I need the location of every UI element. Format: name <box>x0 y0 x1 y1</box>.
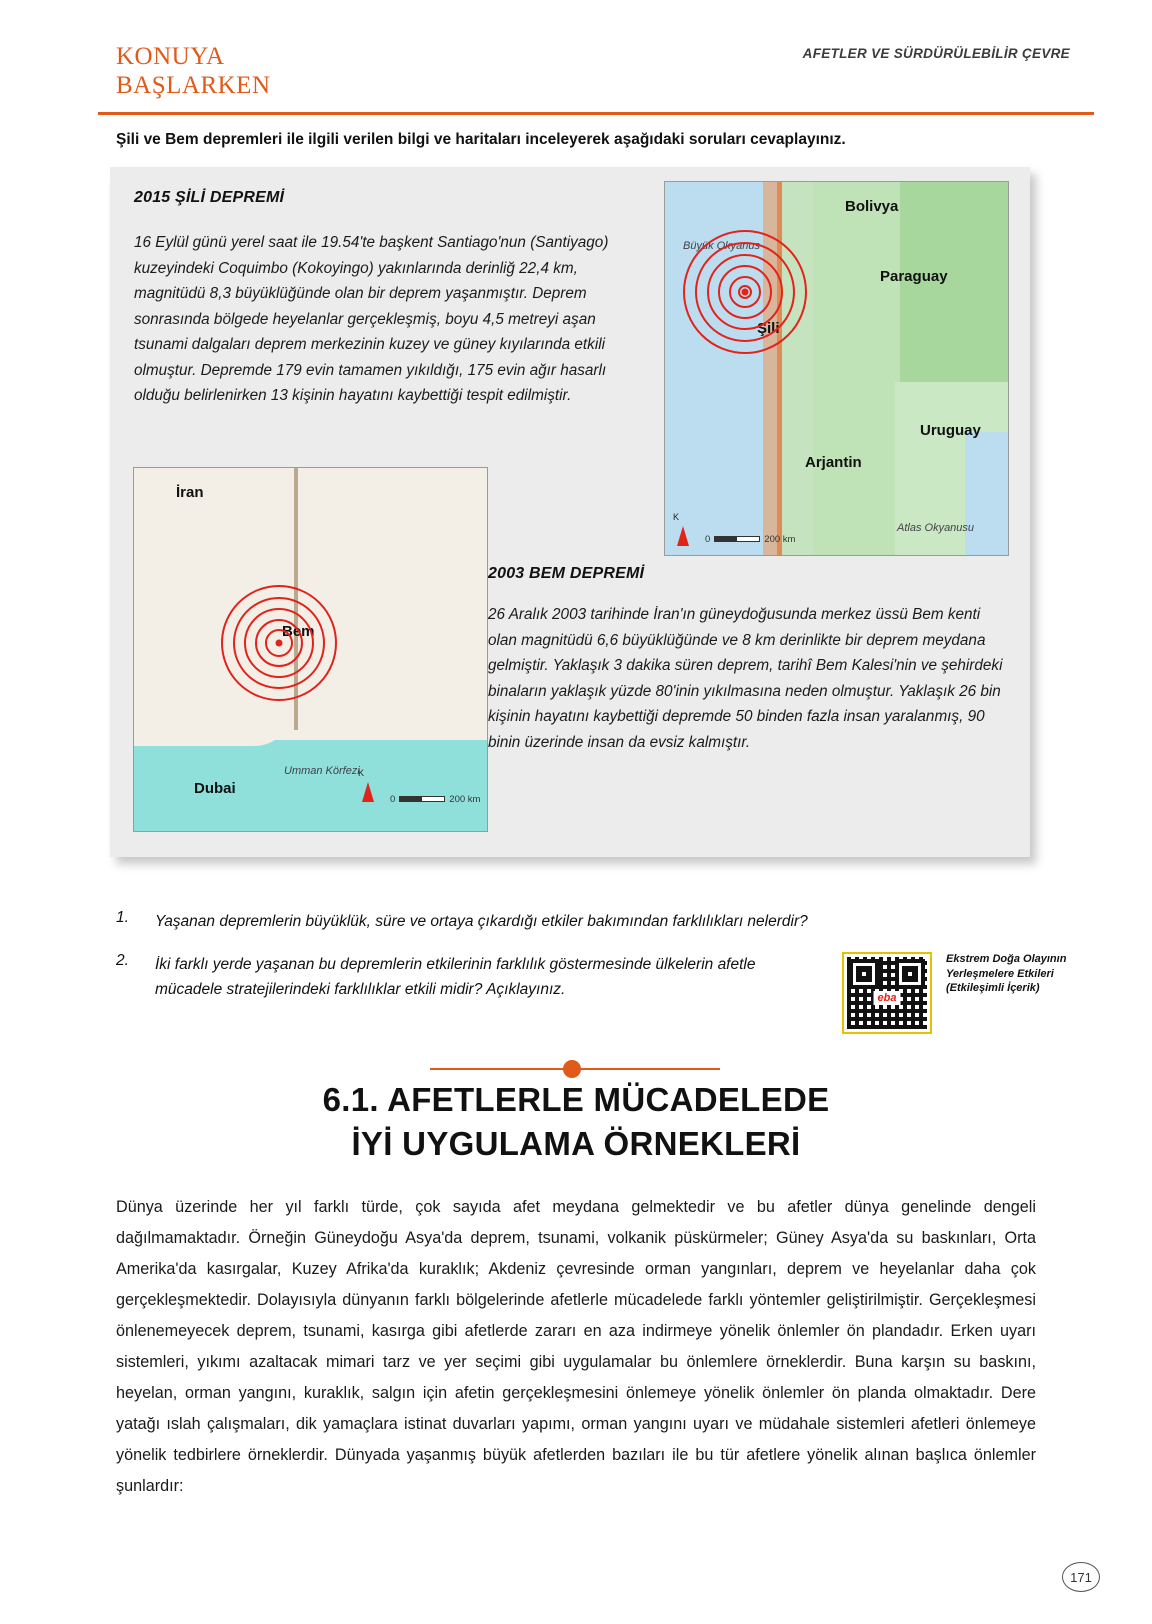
map-chile-atlantic <box>965 432 1009 556</box>
page-title <box>116 42 271 100</box>
map-chile <box>664 181 1009 556</box>
map-label-umman-korfezi: Umman Körfezi <box>284 765 360 777</box>
running-head: AFETLER VE SÜRDÜRÜLEBİLİR ÇEVRE <box>802 46 1070 61</box>
page-title-line2: BAŞLARKEN <box>116 72 271 99</box>
section-divider-dot-icon <box>563 1060 581 1078</box>
page-title-line1: KONUYA <box>116 43 225 70</box>
question-1-number: 1. <box>116 909 129 926</box>
map-iran <box>133 467 488 832</box>
intro-prompt: Şili ve Bem depremleri ile ilgili verilen bilgi ve haritaları inceleyerek aşağıdaki soruları cevaplayınız. <box>116 131 846 148</box>
north-arrow-icon-iran <box>362 782 374 802</box>
chile-earthquake-text: 16 Eylül günü yerel saat ile 19.54'te başkent Santiago'nun (Santiyago) kuzeyindeki Coquimbo (Kokoyingo) yakınlarında derinliğ 22,4 km, magnitüdü 8,3 büyüklüğünde olan bir deprem yaşanmıştır. Deprem sonrasında bölgede heyelanlar gerçekleşmiş, boyu 4,5 metreyi aşan tsunami dalgaları deprem merkezinin kuzey ve güney kıyılarında etkili olmuştur. Depremde 179 evin tamamen yıkıldığı, 175 evin ağır hasarlı olduğu belirlenirken 13 kişinin hayatını kaybettiği tespit edilmiştir. <box>134 234 609 404</box>
page-number: 171 <box>1062 1562 1100 1592</box>
map-label-dubai: Dubai <box>194 780 236 797</box>
north-label-iran: K <box>358 768 365 778</box>
map-label-bem: Bem <box>282 623 315 640</box>
map-label-buyuk-okyanus: Büyük Okyanus <box>683 240 761 252</box>
map-label-iran: İran <box>176 484 204 501</box>
bem-earthquake-title: 2003 BEM DEPREMİ <box>488 565 645 582</box>
question-2-number: 2. <box>116 952 129 969</box>
map-label-paraguay: Paraguay <box>880 268 948 285</box>
north-arrow-icon <box>677 526 689 546</box>
content-panel <box>110 167 1030 857</box>
map-label-sili: Şili <box>757 320 780 337</box>
map-label-atlas-okyanusu: Atlas Okyanusu <box>897 522 975 534</box>
section-heading <box>0 1078 1152 1166</box>
header-divider <box>98 112 1094 115</box>
section-divider <box>430 1060 720 1078</box>
question-2-text: İki farklı yerde yaşanan bu depremlerin etkilerinin farklılık göstermesinde ülkelerin afetle mücadele stratejilerindeki farklılıklar etkili midir? Açıklayınız. <box>155 956 756 998</box>
page-header <box>0 38 1152 116</box>
scalebar-iran: 0 200 km <box>390 794 481 805</box>
scalebar-iran-label: 200 km <box>449 794 481 805</box>
map-iran-land-sw <box>134 700 294 746</box>
map-iran-gulf-south <box>230 740 488 832</box>
question-1-text: Yaşanan depremlerin büyüklük, süre ve ortaya çıkardığı etkiler bakımından farklılıkları nelerdir? <box>155 913 808 930</box>
section-heading-line1: 6.1. AFETLERLE MÜCADELEDE <box>322 1081 830 1118</box>
map-label-uruguay: Uruguay <box>920 422 981 439</box>
main-paragraph: Dünya üzerinde her yıl farklı türde, çok sayıda afet meydana gelmektedir ve bu afetler dünya genelinde dengeli dağılmamaktadır. Örneğin Güneydoğu Asya'da deprem, tsunami, volkanik püskürmeler; Güney Asya'da su baskınları, Orta Amerika'da kasırgalar, Kuzey Afrika'da kuraklık; Akdeniz çevresinde orman yangınları, deprem ve heyelanlar daha çok gerçekleşmektedir. Dolayısıyla dünyanın farklı bölgelerinde afetlerle mücadelede farklı yöntemler geliştirilmiştir. Gerçekleşmesi önlenemeyecek deprem, tsunami, kasırga gibi afetlerde zararı en aza indirmeye yönelik önlemler ön plandadır. Erken uyarı sistemleri, yıkımı azaltacak mimari tarz ve yer seçimi gibi uygulamalar bu önlemlere örneklerdir. Buna karşın su baskını, heyelan, orman yangını, kuraklık, salgın için afetin gerçekleşmesini önlemeye yönelik önlemler ön planda olmaktadır. Dere yatağı ıslah çalışmaları, dik yamaçlara istinat duvarları yapımı, orman yangını uyarı ve müdahale sistemleri afetleri önlemeye yönelik tedbirlere örneklerdir. Dünyada yaşanmış büyük afetlerden bazıları ile bu tür afetlere yönelik alınan başlıca önlemler şunlardır: <box>116 1198 1036 1495</box>
map-chile-border <box>777 182 782 556</box>
qr-badge-label: eba <box>874 991 901 1005</box>
section-heading-line2: İYİ UYGULAMA ÖRNEKLERİ <box>351 1125 801 1162</box>
qr-code[interactable] <box>842 952 932 1034</box>
map-label-bolivya: Bolivya <box>845 198 899 215</box>
bem-earthquake-text: 26 Aralık 2003 tarihinde İran'ın güneydoğusunda merkez üssü Bem kenti olan magnitüdü 6,6 büyüklüğünde ve 8 km derinlikte bir deprem meydana gelmiştir. Yaklaşık 3 dakika süren deprem, tarihî Bem Kalesi'nin ve şehirdeki binaların yaklaşık yüzde 80'inin yıkılmasına neden olmuştur. Yaklaşık 26 bin kişinin hayatını kaybettiği depremde 50 binden fazla insan yaralanmış, 90 binin üzerinde insan da evsiz kalmıştır. <box>488 606 1003 751</box>
scalebar-chile: 0 200 km <box>705 534 796 545</box>
map-label-arjantin: Arjantin <box>805 454 862 471</box>
scalebar-chile-label: 200 km <box>764 534 796 545</box>
qr-caption: Ekstrem Doğa Olayının Yerleşmelere Etkileri (Etkileşimli İçerik) <box>946 953 1067 994</box>
chile-earthquake-title: 2015 ŞİLİ DEPREMİ <box>134 189 285 206</box>
north-label-chile: K <box>673 512 680 522</box>
